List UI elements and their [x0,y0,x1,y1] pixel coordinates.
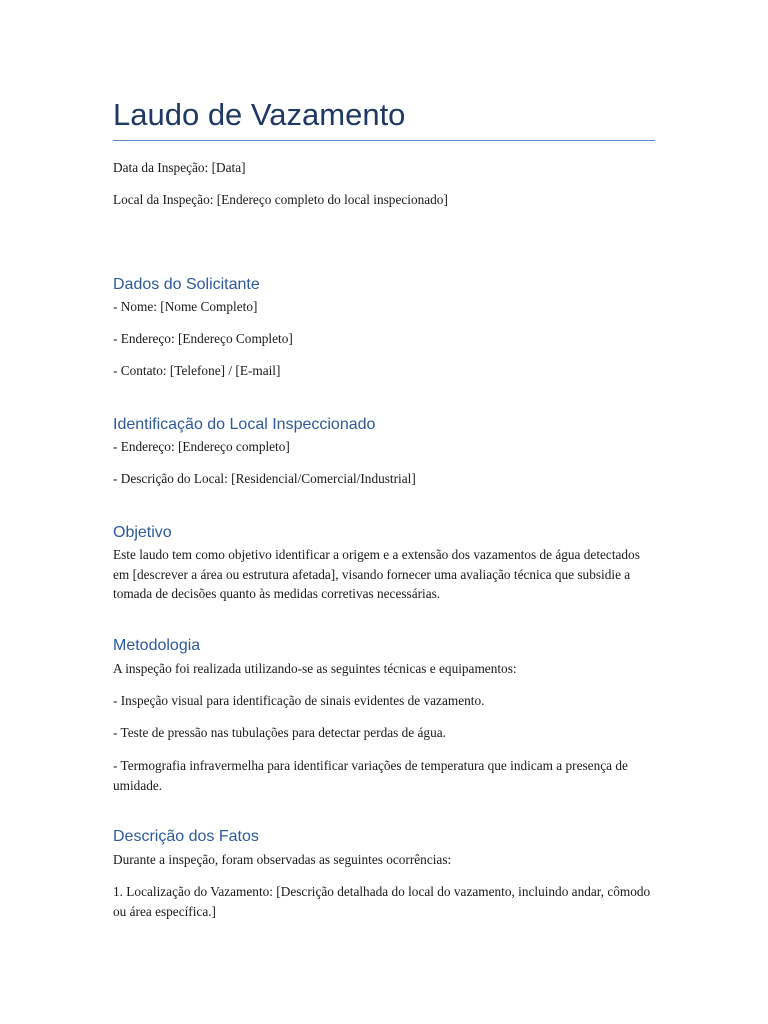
methodology-item-visual: - Inspeção visual para identificação de sinais evidentes de vazamento. [113,693,485,708]
facts-item-location: 1. Localização do Vazamento: [Descrição detalhada do local do vazamento, incluindo andar, cômodo ou área específica.] [113,884,651,919]
requester-address: - Endereço: [Endereço Completo] [113,331,293,346]
section-heading-objective: Objetivo [113,524,172,541]
methodology-item-thermography: - Termografia infravermelha para identificar variações de temperatura que indicam a presença de umidade. [113,758,628,793]
objective-text: Este laudo tem como objetivo identificar a origem e a extensão dos vazamentos de água detectados em [descrever a área ou estrutura afetada], visando fornecer uma avaliação técnica que subsidie a tomada de decisões quanto às medidas corretivas necessárias. [113,547,640,601]
section-heading-requester: Dados do Solicitante [113,276,260,293]
facts-intro: Durante a inspeção, foram observadas as seguintes ocorrências: [113,852,452,867]
requester-name: - Nome: [Nome Completo] [113,299,258,314]
document-title: Laudo de Vazamento [113,97,406,132]
inspection-location: Local da Inspeção: [Endereço completo do local inspecionado] [113,192,448,207]
location-description: - Descrição do Local: [Residencial/Comercial/Industrial] [113,471,416,486]
methodology-item-pressure: - Teste de pressão nas tubulações para detectar perdas de água. [113,725,446,740]
location-address: - Endereço: [Endereço completo] [113,439,290,454]
section-heading-location: Identificação do Local Inspeccionado [113,416,376,433]
requester-contact: - Contato: [Telefone] / [E-mail] [113,363,281,378]
section-heading-facts: Descrição dos Fatos [113,828,259,845]
title-underline [113,140,655,141]
methodology-intro: A inspeção foi realizada utilizando-se as seguintes técnicas e equipamentos: [113,661,517,676]
section-heading-methodology: Metodologia [113,637,201,654]
inspection-date: Data da Inspeção: [Data] [113,160,246,175]
